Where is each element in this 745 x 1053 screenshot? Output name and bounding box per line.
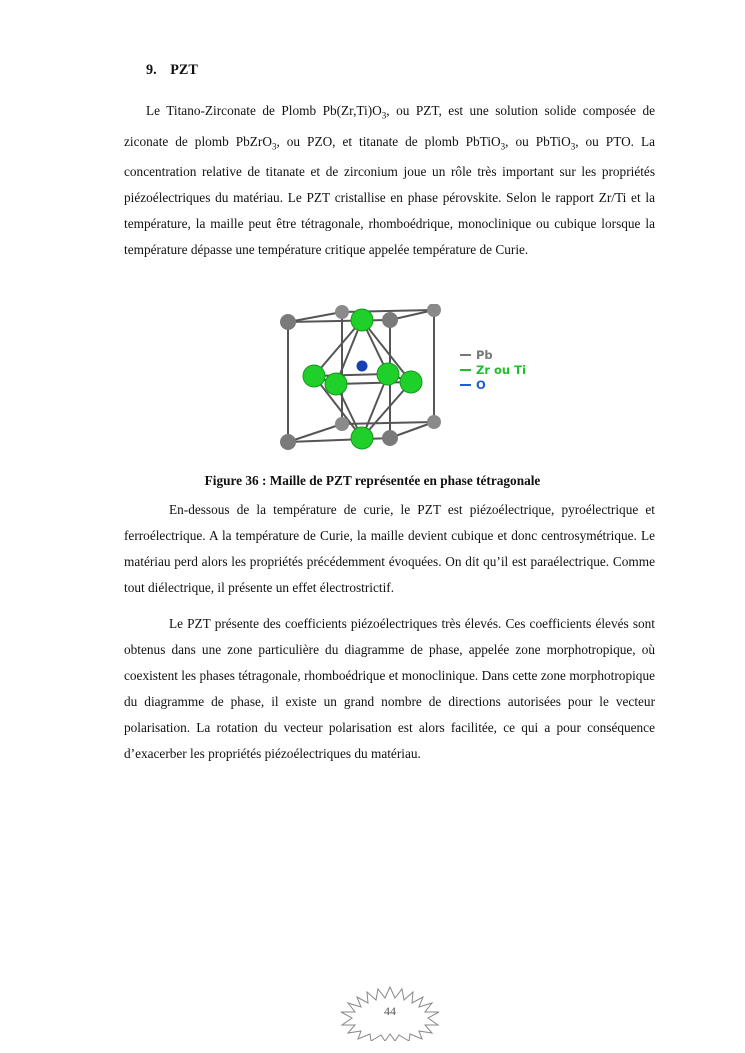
curie-paragraph: En-dessous de la température de curie, le PZT est piézoélectrique, pyroélectrique et ferroélectrique. A la température de Curie, la maille devient cubique et donc centrosymétrique. Le matériau perd alors les propriétés précédemment évoquées. On dit qu’il est paraélectrique. Comme tout diélectrique, il présente un effet électrostrictif. [124,502,655,595]
center-atom [357,361,368,372]
pzt-unit-cell-figure [270,304,535,462]
coefficients-paragraph: Le PZT présente des coefficients piézoélectriques très élevés. Ces coefficients élevés sont obtenus dans une zone particulière du diagramme de phase, appelée zone morphotropique, où coexistent les phases tétragonale, rhomboédrique et monoclinique. Dans cette zone morphotropique du diagramme de phase, il existe un grand nombre de directions autorisées pour le vecteur polarisation. La rotation du vecteur polarisation est alors facilitée, ce qui a pour conséquence d’exacerber les propriétés piézoélectriques du matériau. [124,616,655,761]
section-number: 9. [146,62,157,78]
section-title: PZT [170,62,198,78]
legend-o: O [476,378,486,392]
legend-pb: Pb [476,348,493,362]
green-atoms [303,309,422,449]
legend-zr-ti: Zr ou Ti [476,363,526,377]
figure-legend [460,348,526,392]
page-number: 44 [384,1004,396,1018]
section-heading [146,62,198,79]
intro-paragraph: Le Titano-Zirconate de Plomb $Pb(Zr,Ti)O_3$, ou PZT, est une solution solide composée de ziconate de plomb PbZrO$_3$, ou PZO, et titanate de plomb PbTiO$_3$, ou PbTiO$_3$, ou PTO. La concentration relative de titanate et de zirconium joue un rôle très important sur les propriétés piézoélectriques du matériau. Le PZT cristallise en phase pérovskite. Selon le rapport Zr/Ti et la température, la maille peut être tétragonale, rhomboédrique, monoclinique ou cubique lorsque la température dépasse une température critique appelée température de Curie. [124,103,656,258]
figure-caption: Figure 36 : Maille de PZT représentée en phase tétragonale [204,473,541,488]
